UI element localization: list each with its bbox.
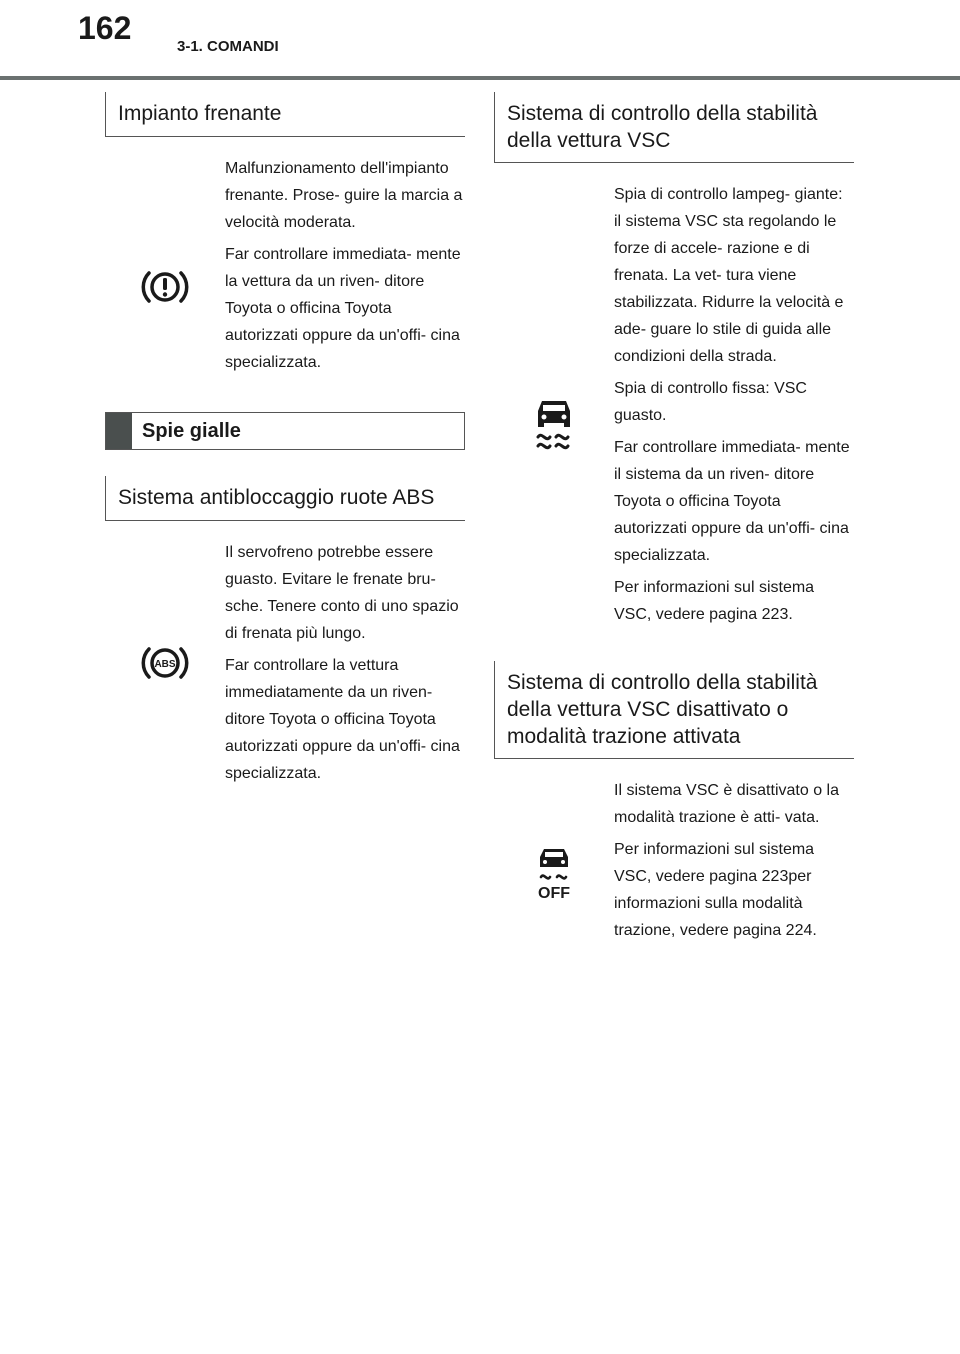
- left-column: [105, 92, 465, 792]
- brake-icon-cell: [105, 155, 225, 381]
- brake-text: [225, 155, 465, 381]
- yellow-lights-heading: [105, 412, 465, 450]
- brake-paragraph-2: Far controllare immediata- mente la vettura da un riven- ditore Toyota o officina Toyota autorizzati oppure da un'offi- cina specializzata.: [225, 246, 461, 371]
- vsc-off-icon-label: OFF: [538, 885, 570, 901]
- vsc-heading: [494, 92, 854, 163]
- section-label: 3-1. COMANDI: [177, 38, 279, 55]
- vsc-paragraph-1: Spia di controllo lampeg- giante: il sistema VSC sta regolando le forze di accele- razione e di frenata. La vet- tura viene stabilizzata. Ridurre la velocità e ade- guare lo stile di guida alle condizioni della strada.: [614, 186, 844, 365]
- header-rule: [0, 76, 960, 80]
- abs-icon: [105, 643, 225, 683]
- heading-bar-marker: [106, 413, 132, 449]
- yellow-lights-heading-text: Spie gialle: [142, 419, 241, 442]
- vsc-off-paragraph-2: Per informazioni sul sistema VSC, vedere pagina 223per informazioni sulla modalità trazione, vedere pagina 224.: [614, 841, 817, 939]
- vsc-off-text: [614, 777, 854, 949]
- vsc-paragraph-3: Far controllare immediata- mente il sistema da un riven- ditore Toyota o officina Toyota autorizzati oppure da un'offi- cina specializzata.: [614, 439, 850, 564]
- abs-entry: [105, 539, 465, 792]
- abs-paragraph-1: Il servofreno potrebbe essere guasto. Evitare le frenate bru- sche. Tenere conto di uno spazio di frenata più lungo.: [225, 544, 459, 642]
- brake-heading: [105, 92, 465, 137]
- abs-heading: [105, 476, 465, 521]
- vsc-paragraph-4: Per informazioni sul sistema VSC, vedere pagina 223.: [614, 579, 815, 623]
- right-column: [494, 92, 854, 949]
- vsc-off-heading-text: Sistema di controllo della stabilità della vettura VSC disattivato o modalità trazione attivata: [507, 671, 818, 748]
- vsc-off-icon: [494, 847, 614, 901]
- brake-heading-text: Impianto frenante: [118, 102, 282, 125]
- vsc-off-heading: [494, 661, 854, 759]
- vsc-entry: [494, 181, 854, 633]
- vsc-off-icon-cell: [494, 777, 614, 949]
- vsc-off-paragraph-1: Il sistema VSC è disattivato o la modalità trazione è atti- vata.: [614, 782, 839, 826]
- abs-icon-cell: [105, 539, 225, 792]
- vsc-off-entry: [494, 777, 854, 949]
- vsc-heading-text: Sistema di controllo della stabilità della vettura VSC: [507, 102, 818, 152]
- abs-icon-label: ABS: [154, 659, 176, 670]
- abs-heading-text: Sistema antibloccaggio ruote ABS: [118, 486, 435, 509]
- page-header: [0, 0, 960, 80]
- brake-warning-icon: [105, 267, 225, 307]
- brake-paragraph-1: Malfunzionamento dell'impianto frenante. Prose- guire la marcia a velocità moderata.: [225, 160, 463, 231]
- abs-text: [225, 539, 465, 792]
- vsc-paragraph-2: Spia di controllo fissa: VSC guasto.: [614, 380, 807, 424]
- vsc-skid-icon: [494, 397, 614, 451]
- page-number: 162: [78, 10, 132, 46]
- vsc-text: [614, 181, 854, 633]
- vsc-icon-cell: [494, 181, 614, 633]
- brake-entry: [105, 155, 465, 381]
- abs-paragraph-2: Far controllare la vettura immediatamente da un riven- ditore Toyota o officina Toyota autorizzati oppure da un'offi- cina specializzata.: [225, 657, 460, 782]
